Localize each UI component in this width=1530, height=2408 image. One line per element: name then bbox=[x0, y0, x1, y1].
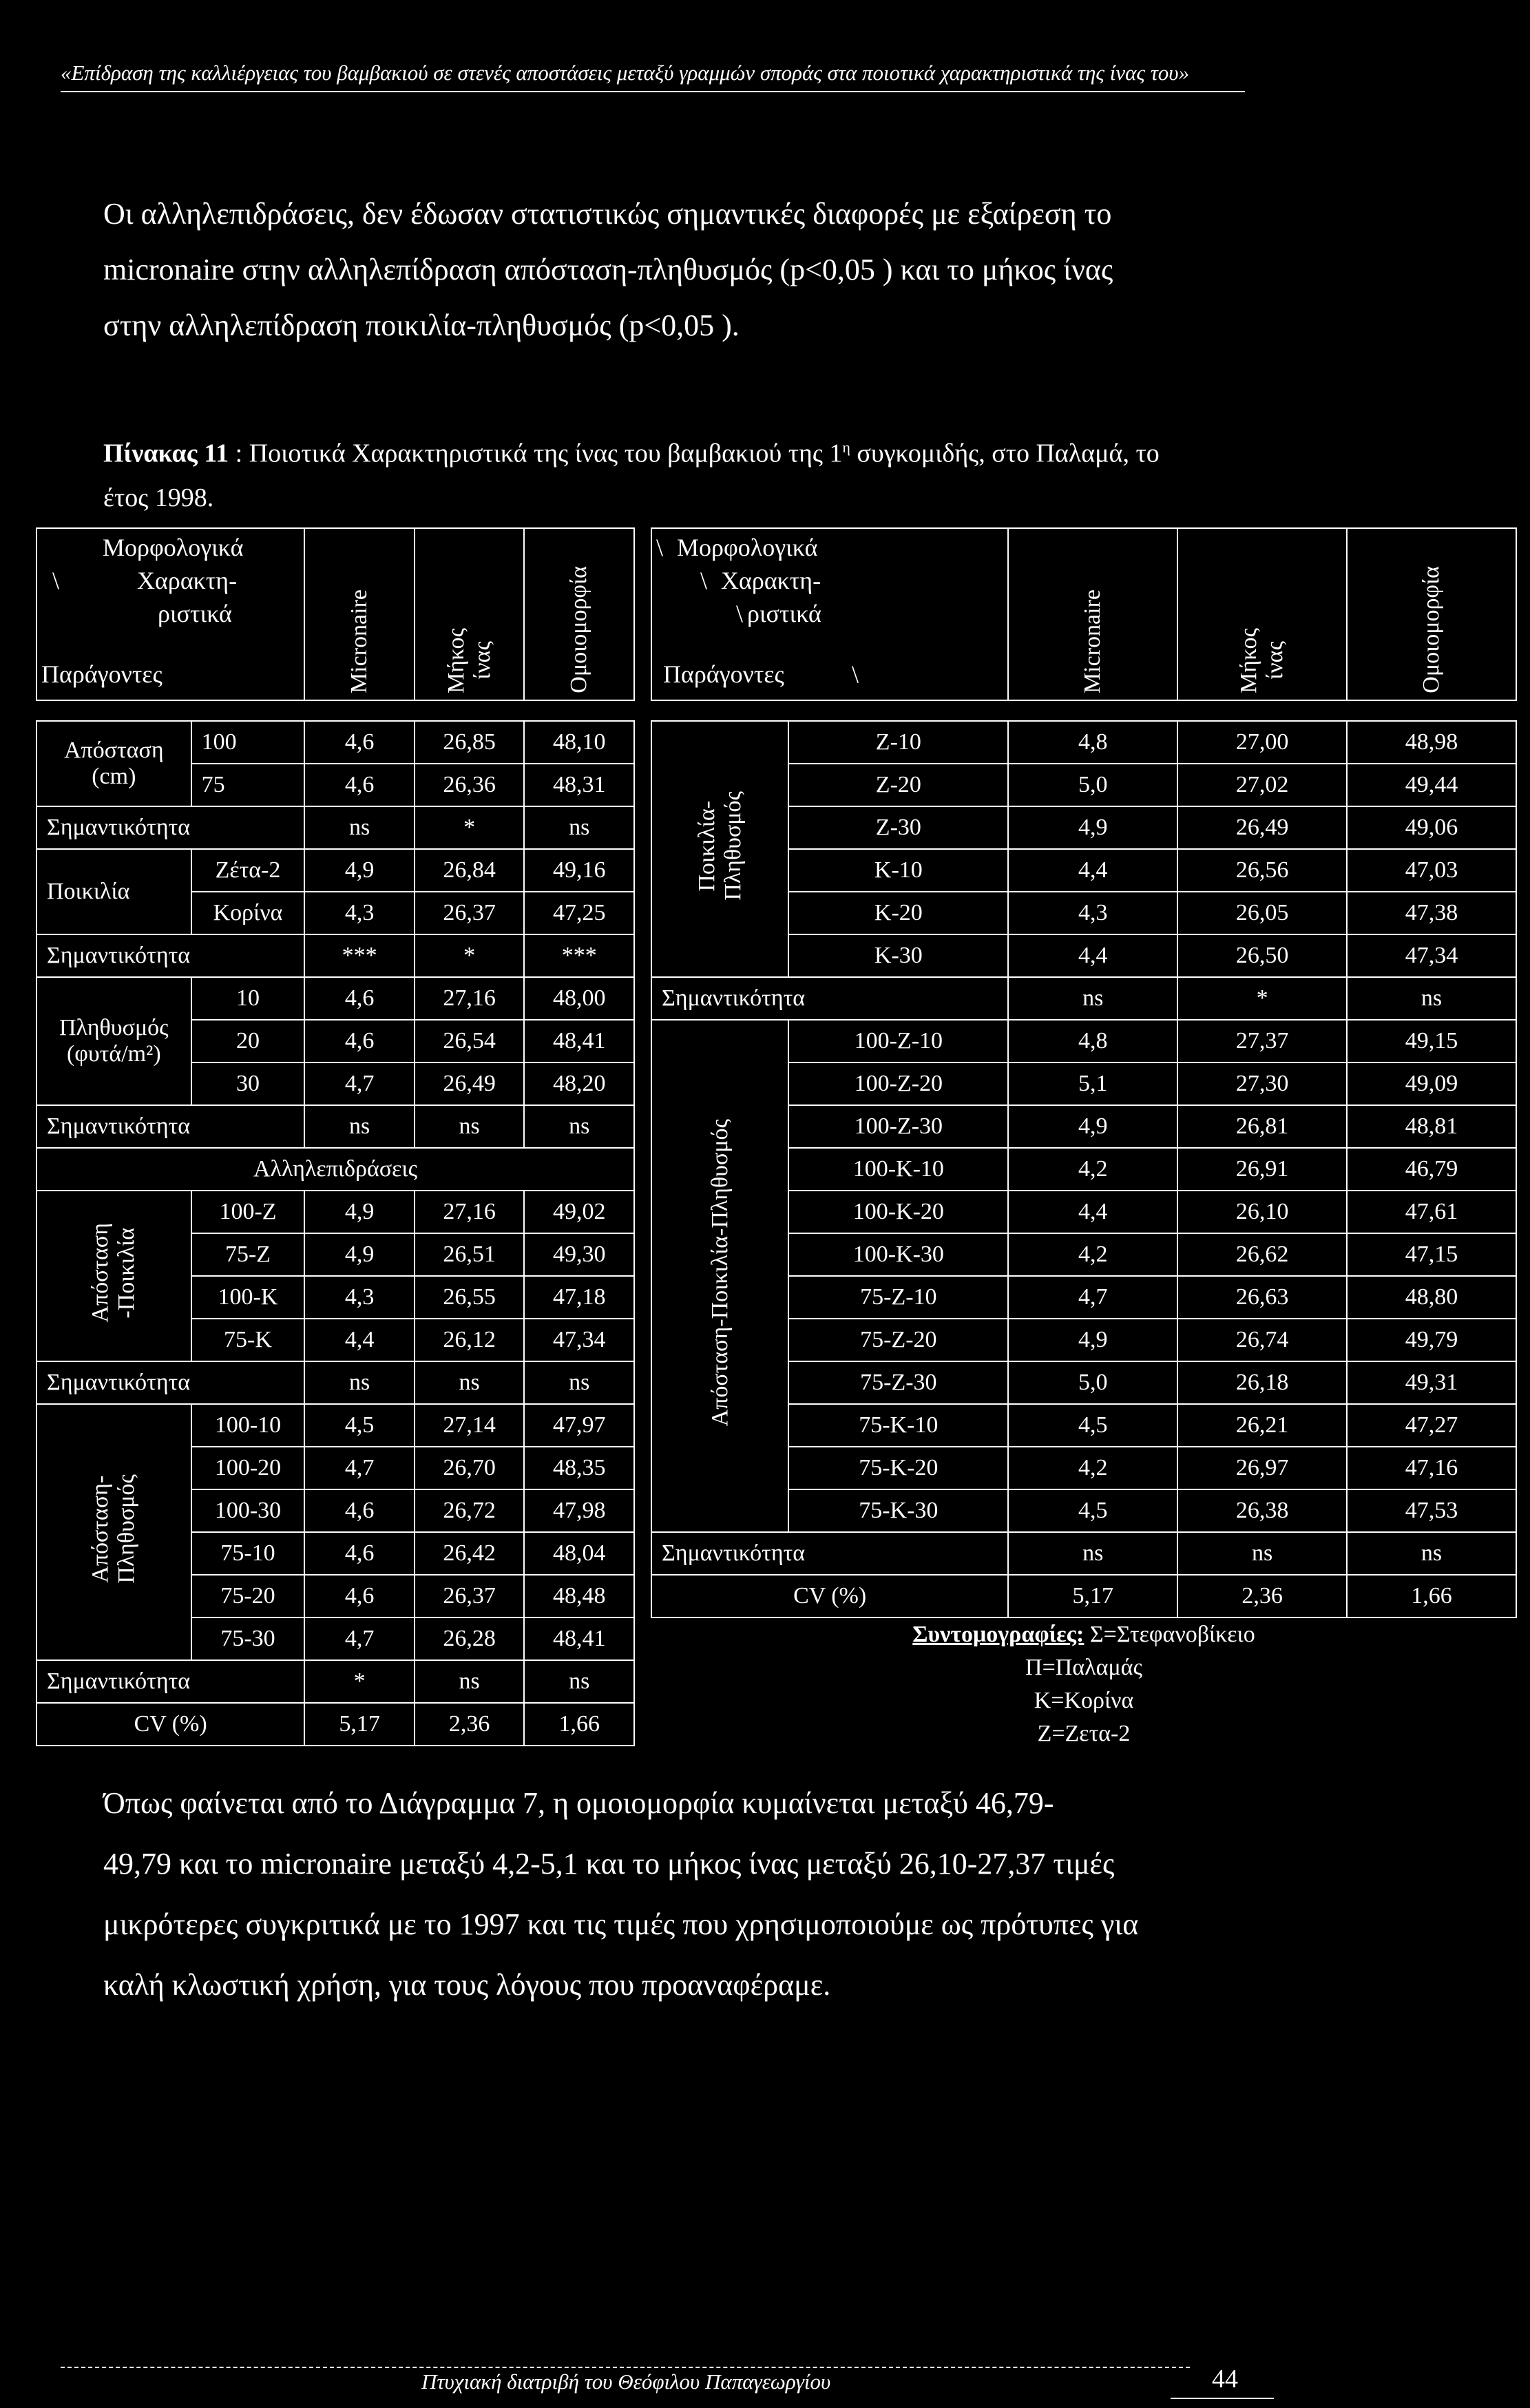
value-cell: 4,6 bbox=[304, 1489, 414, 1532]
value-cell: 26,81 bbox=[1177, 1105, 1347, 1148]
value-cell: 4,5 bbox=[1008, 1404, 1177, 1447]
value-cell: 26,28 bbox=[415, 1617, 525, 1660]
abbreviations-row bbox=[651, 1617, 1516, 1750]
value-cell: 26,62 bbox=[1177, 1233, 1347, 1276]
value-cell: 26,38 bbox=[1177, 1489, 1347, 1532]
significance-label: Σημαντικότητα bbox=[651, 977, 1008, 1020]
level-cell: 100-Ζ-20 bbox=[788, 1062, 1008, 1105]
corner-char: Χαρακτη- bbox=[137, 567, 238, 594]
value-cell: 5,0 bbox=[1008, 764, 1177, 806]
value-cell: 48,20 bbox=[524, 1062, 634, 1105]
value-cell: 4,6 bbox=[304, 764, 414, 806]
level-cell: 100 bbox=[191, 721, 305, 764]
value-cell: ns bbox=[1347, 977, 1516, 1020]
level-cell: 100-Ζ bbox=[191, 1191, 305, 1233]
value-cell: 26,84 bbox=[415, 849, 525, 892]
level-cell: Κ-30 bbox=[788, 934, 1008, 977]
value-cell: 49,79 bbox=[1347, 1319, 1516, 1361]
table-row bbox=[36, 1191, 634, 1233]
results-table-left bbox=[36, 527, 635, 1746]
col-header-uniformity: Ομοιομορφία bbox=[524, 528, 634, 700]
level-cell: 100-Ζ-10 bbox=[788, 1020, 1008, 1062]
level-cell: 75-Κ bbox=[191, 1319, 305, 1361]
value-cell: 4,6 bbox=[304, 721, 414, 764]
significance-label: Σημαντικότητα bbox=[36, 806, 304, 849]
table-row bbox=[651, 1020, 1516, 1062]
value-cell: 26,10 bbox=[1177, 1191, 1347, 1233]
value-cell: 27,14 bbox=[415, 1404, 525, 1447]
value-cell: 49,15 bbox=[1347, 1020, 1516, 1062]
value-cell: 27,00 bbox=[1177, 721, 1347, 764]
significance-row bbox=[36, 1105, 634, 1148]
factor-distance-density: Απόσταση- Πληθυσμός bbox=[36, 1404, 191, 1660]
value-cell: ns bbox=[524, 1660, 634, 1703]
level-cell: 75-Κ-10 bbox=[788, 1404, 1008, 1447]
value-cell: 47,98 bbox=[524, 1489, 634, 1532]
col-header-length: Μήκος ίνας bbox=[1177, 528, 1347, 700]
value-cell: 49,44 bbox=[1347, 764, 1516, 806]
value-cell: 26,56 bbox=[1177, 849, 1347, 892]
factor-distance-variety-density: Απόσταση-Ποικιλία-Πληθυσμός bbox=[651, 1020, 788, 1532]
value-cell: 47,53 bbox=[1347, 1489, 1516, 1532]
table-corner-header bbox=[651, 528, 1008, 700]
value-cell: ns bbox=[304, 1361, 414, 1404]
diagonal-mark: \ bbox=[52, 567, 60, 594]
value-cell: 48,41 bbox=[524, 1020, 634, 1062]
value-cell: 26,50 bbox=[1177, 934, 1347, 977]
table-corner-header bbox=[36, 528, 304, 700]
significance-label: Σημαντικότητα bbox=[36, 1361, 304, 1404]
intro-paragraph bbox=[103, 186, 1412, 353]
value-cell: 27,02 bbox=[1177, 764, 1347, 806]
value-cell: 27,37 bbox=[1177, 1020, 1347, 1062]
level-cell: 30 bbox=[191, 1062, 305, 1105]
corner-char: Χαρακτη- bbox=[721, 567, 821, 594]
value-cell: ns bbox=[1177, 1532, 1347, 1575]
value-cell: 4,2 bbox=[1008, 1148, 1177, 1191]
value-cell: 4,6 bbox=[304, 1575, 414, 1617]
value-cell: 48,00 bbox=[524, 977, 634, 1020]
table-row bbox=[36, 721, 634, 764]
conclusion-paragraph bbox=[103, 1773, 1412, 2016]
value-cell: 49,06 bbox=[1347, 806, 1516, 849]
value-cell: 4,9 bbox=[1008, 1105, 1177, 1148]
value-cell: 48,98 bbox=[1347, 721, 1516, 764]
value-cell: 47,34 bbox=[1347, 934, 1516, 977]
factor-variety-density: Ποικιλία- Πληθυσμός bbox=[651, 721, 788, 977]
value-cell: 49,30 bbox=[524, 1233, 634, 1276]
diagonal-mark: \ bbox=[852, 660, 859, 688]
corner-morph: Μορφολογικά bbox=[677, 534, 818, 561]
cv-label: CV (%) bbox=[651, 1575, 1008, 1617]
value-cell: ns bbox=[524, 1361, 634, 1404]
corner-factors: Παράγοντες bbox=[41, 660, 163, 688]
value-cell: 48,48 bbox=[524, 1575, 634, 1617]
value-cell: 47,03 bbox=[1347, 849, 1516, 892]
col-header-micronaire: Micronaire bbox=[1008, 528, 1177, 700]
cv-row bbox=[651, 1575, 1516, 1617]
significance-row bbox=[651, 1532, 1516, 1575]
value-cell: 47,38 bbox=[1347, 892, 1516, 934]
value-cell: 49,16 bbox=[524, 849, 634, 892]
value-cell: 27,16 bbox=[415, 1191, 525, 1233]
col-header-length: Μήκος ίνας bbox=[415, 528, 525, 700]
value-cell: 48,41 bbox=[524, 1617, 634, 1660]
value-cell: ns bbox=[415, 1361, 525, 1404]
level-cell: 100-30 bbox=[191, 1489, 305, 1532]
value-cell: 1,66 bbox=[1347, 1575, 1516, 1617]
significance-row bbox=[36, 1660, 634, 1703]
value-cell: 4,8 bbox=[1008, 1020, 1177, 1062]
value-cell: 49,09 bbox=[1347, 1062, 1516, 1105]
value-cell: 4,2 bbox=[1008, 1447, 1177, 1489]
level-cell: Κορίνα bbox=[191, 892, 305, 934]
value-cell: 47,97 bbox=[524, 1404, 634, 1447]
level-cell: 10 bbox=[191, 977, 305, 1020]
value-cell: 26,49 bbox=[415, 1062, 525, 1105]
significance-label: Σημαντικότητα bbox=[36, 1105, 304, 1148]
significance-row bbox=[651, 977, 1516, 1020]
col-header-micronaire: Micronaire bbox=[304, 528, 414, 700]
value-cell: 4,4 bbox=[1008, 849, 1177, 892]
level-cell: 75-Κ-30 bbox=[788, 1489, 1008, 1532]
value-cell: 4,7 bbox=[304, 1447, 414, 1489]
table-row bbox=[36, 1404, 634, 1447]
value-cell: ns bbox=[524, 1105, 634, 1148]
diagonal-mark: \ bbox=[736, 600, 744, 627]
caption-text: : Ποιοτικά Χαρακτηριστικά της ίνας του βαμβακιού της 1 bbox=[229, 439, 843, 468]
value-cell: 4,3 bbox=[304, 892, 414, 934]
value-cell: 4,7 bbox=[304, 1617, 414, 1660]
value-cell: 47,18 bbox=[524, 1276, 634, 1319]
diagonal-mark: \ bbox=[656, 534, 664, 561]
outro-line: μικρότερες συγκριτικά με το 1997 και τις τιμές που χρησιμοποιούμε ως πρότυπες για bbox=[103, 1907, 1139, 1941]
corner-char2: ριστικά bbox=[158, 600, 232, 627]
interactions-title: Αλληλεπιδράσεις bbox=[36, 1148, 634, 1191]
outro-line: καλή κλωστική χρήση, για τους λόγους που προαναφέραμε. bbox=[103, 1968, 831, 2002]
level-cell: 100-Κ-30 bbox=[788, 1233, 1008, 1276]
significance-row bbox=[36, 1361, 634, 1404]
value-cell: 26,70 bbox=[415, 1447, 525, 1489]
value-cell: ns bbox=[524, 806, 634, 849]
value-cell: 47,15 bbox=[1347, 1233, 1516, 1276]
value-cell: 26,72 bbox=[415, 1489, 525, 1532]
abbreviation-p: Π=Παλαμάς bbox=[1025, 1655, 1142, 1680]
value-cell: 4,9 bbox=[304, 1233, 414, 1276]
results-table-right bbox=[651, 527, 1517, 1750]
level-cell: 75-30 bbox=[191, 1617, 305, 1660]
value-cell: 26,91 bbox=[1177, 1148, 1347, 1191]
level-cell: 100-Κ-20 bbox=[788, 1191, 1008, 1233]
abbreviation-s: Σ=Στεφανοβίκειο bbox=[1089, 1622, 1255, 1647]
value-cell: 26,36 bbox=[415, 764, 525, 806]
value-cell: 1,66 bbox=[524, 1703, 634, 1746]
significance-row bbox=[36, 934, 634, 977]
level-cell: 75-10 bbox=[191, 1532, 305, 1575]
value-cell: * bbox=[415, 934, 525, 977]
value-cell: 26,18 bbox=[1177, 1361, 1347, 1404]
value-cell: *** bbox=[304, 934, 414, 977]
value-cell: 4,9 bbox=[304, 849, 414, 892]
table-row bbox=[36, 849, 634, 892]
value-cell: * bbox=[1177, 977, 1347, 1020]
value-cell: 48,35 bbox=[524, 1447, 634, 1489]
value-cell: 46,79 bbox=[1347, 1148, 1516, 1191]
cv-row bbox=[36, 1703, 634, 1746]
value-cell: ns bbox=[1008, 977, 1177, 1020]
significance-label: Σημαντικότητα bbox=[651, 1532, 1008, 1575]
value-cell: 4,2 bbox=[1008, 1233, 1177, 1276]
table-row bbox=[36, 977, 634, 1020]
factor-distance: Απόσταση (cm) bbox=[36, 721, 191, 806]
value-cell: 5,17 bbox=[1008, 1575, 1177, 1617]
page-number-underline bbox=[1171, 2398, 1274, 2399]
factor-distance-variety: Απόσταση -Ποικιλία bbox=[36, 1191, 191, 1361]
value-cell: 48,31 bbox=[524, 764, 634, 806]
level-cell: 100-Ζ-30 bbox=[788, 1105, 1008, 1148]
diagonal-mark: \ bbox=[700, 567, 708, 594]
level-cell: Ζ-20 bbox=[788, 764, 1008, 806]
abbreviations bbox=[651, 1617, 1516, 1750]
value-cell: 48,80 bbox=[1347, 1276, 1516, 1319]
value-cell: 27,30 bbox=[1177, 1062, 1347, 1105]
interactions-row bbox=[36, 1148, 634, 1191]
value-cell: ns bbox=[415, 1105, 525, 1148]
value-cell: 2,36 bbox=[415, 1703, 525, 1746]
level-cell: 75-Ζ bbox=[191, 1233, 305, 1276]
level-cell: Ζ-30 bbox=[788, 806, 1008, 849]
value-cell: ns bbox=[1008, 1532, 1177, 1575]
factor-density: Πληθυσμός (φυτά/m²) bbox=[36, 977, 191, 1105]
value-cell: 26,37 bbox=[415, 892, 525, 934]
spacer bbox=[36, 700, 634, 721]
level-cell: 75-20 bbox=[191, 1575, 305, 1617]
outro-line: 49,79 και το micronaire μεταξύ 4,2-5,1 και το μήκος ίνας μεταξύ 26,10-27,37 τιμές bbox=[103, 1847, 1115, 1881]
footer-text: Πτυχιακή διατριβή του Θεόφιλου Παπαγεωργίου bbox=[421, 2369, 831, 2394]
value-cell: ns bbox=[304, 1105, 414, 1148]
value-cell: 4,7 bbox=[304, 1062, 414, 1105]
value-cell: 26,97 bbox=[1177, 1447, 1347, 1489]
value-cell: 26,05 bbox=[1177, 892, 1347, 934]
level-cell: 75 bbox=[191, 764, 305, 806]
value-cell: 4,8 bbox=[1008, 721, 1177, 764]
level-cell: Ζ-10 bbox=[788, 721, 1008, 764]
value-cell: 2,36 bbox=[1177, 1575, 1347, 1617]
value-cell: 26,74 bbox=[1177, 1319, 1347, 1361]
level-cell: Κ-10 bbox=[788, 849, 1008, 892]
col-header-uniformity: Ομοιομορφία bbox=[1347, 528, 1516, 700]
value-cell: ns bbox=[304, 806, 414, 849]
abbreviation-k: Κ=Κορίνα bbox=[1034, 1688, 1134, 1713]
intro-line: στην αλληλεπίδραση ποικιλία-πληθυσμός (p<0,05 ). bbox=[103, 308, 740, 342]
level-cell: Ζέτα-2 bbox=[191, 849, 305, 892]
value-cell: 4,6 bbox=[304, 1532, 414, 1575]
abbreviations-title: Συντομογραφίες: bbox=[912, 1622, 1084, 1647]
value-cell: 26,21 bbox=[1177, 1404, 1347, 1447]
value-cell: 26,55 bbox=[415, 1276, 525, 1319]
value-cell: 26,51 bbox=[415, 1233, 525, 1276]
value-cell: 4,4 bbox=[1008, 934, 1177, 977]
value-cell: 48,10 bbox=[524, 721, 634, 764]
corner-morph: Μορφολογικά bbox=[103, 534, 244, 561]
value-cell: 5,0 bbox=[1008, 1361, 1177, 1404]
caption-label: Πίνακας 11 bbox=[103, 439, 229, 468]
level-cell: 100-Κ bbox=[191, 1276, 305, 1319]
footer-divider bbox=[61, 2367, 1190, 2368]
value-cell: 4,5 bbox=[304, 1404, 414, 1447]
value-cell: 4,4 bbox=[1008, 1191, 1177, 1233]
value-cell: 4,7 bbox=[1008, 1276, 1177, 1319]
value-cell: 4,9 bbox=[1008, 806, 1177, 849]
factor-variety: Ποικιλία bbox=[36, 849, 191, 934]
abbreviation-z: Ζ=Ζετα-2 bbox=[1037, 1721, 1131, 1746]
value-cell: 47,25 bbox=[524, 892, 634, 934]
cv-label: CV (%) bbox=[36, 1703, 304, 1746]
value-cell: * bbox=[415, 806, 525, 849]
caption-line2: έτος 1998. bbox=[103, 483, 214, 512]
level-cell: 75-Ζ-10 bbox=[788, 1276, 1008, 1319]
value-cell: 26,37 bbox=[415, 1575, 525, 1617]
corner-factors: Παράγοντες bbox=[663, 660, 784, 688]
value-cell: 47,27 bbox=[1347, 1404, 1516, 1447]
value-cell: 4,4 bbox=[304, 1319, 414, 1361]
value-cell: 47,61 bbox=[1347, 1191, 1516, 1233]
value-cell: 5,17 bbox=[304, 1703, 414, 1746]
value-cell: 26,54 bbox=[415, 1020, 525, 1062]
value-cell: 4,6 bbox=[304, 977, 414, 1020]
value-cell: 48,81 bbox=[1347, 1105, 1516, 1148]
level-cell: 100-10 bbox=[191, 1404, 305, 1447]
outro-line: Όπως φαίνεται από το Διάγραμμα 7, η ομοιομορφία κυμαίνεται μεταξύ 46,79- bbox=[103, 1786, 1054, 1820]
value-cell: *** bbox=[524, 934, 634, 977]
significance-label: Σημαντικότητα bbox=[36, 934, 304, 977]
page-number: 44 bbox=[1212, 2365, 1238, 2394]
value-cell: 4,3 bbox=[1008, 892, 1177, 934]
value-cell: 4,9 bbox=[304, 1191, 414, 1233]
value-cell: 26,12 bbox=[415, 1319, 525, 1361]
value-cell: 5,1 bbox=[1008, 1062, 1177, 1105]
value-cell: 27,16 bbox=[415, 977, 525, 1020]
level-cell: 100-20 bbox=[191, 1447, 305, 1489]
value-cell: 47,16 bbox=[1347, 1447, 1516, 1489]
value-cell: 4,9 bbox=[1008, 1319, 1177, 1361]
intro-line: Οι αλληλεπιδράσεις, δεν έδωσαν στατιστικώς σημαντικές διαφορές με εξαίρεση το bbox=[103, 197, 1112, 231]
value-cell: 26,63 bbox=[1177, 1276, 1347, 1319]
value-cell: 47,34 bbox=[524, 1319, 634, 1361]
level-cell: 20 bbox=[191, 1020, 305, 1062]
table-row bbox=[651, 721, 1516, 764]
value-cell: 26,85 bbox=[415, 721, 525, 764]
level-cell: 100-Κ-10 bbox=[788, 1148, 1008, 1191]
caption-sup: η bbox=[842, 439, 850, 456]
value-cell: * bbox=[304, 1660, 414, 1703]
level-cell: 75-Ζ-30 bbox=[788, 1361, 1008, 1404]
value-cell: 26,49 bbox=[1177, 806, 1347, 849]
intro-line: micronaire στην αλληλεπίδραση απόσταση-πληθυσμός (p<0,05 ) και το μήκος ίνας bbox=[103, 253, 1113, 286]
value-cell: 4,3 bbox=[304, 1276, 414, 1319]
caption-text: συγκομιδής, στο Παλαμά, το bbox=[850, 439, 1160, 468]
value-cell: ns bbox=[415, 1660, 525, 1703]
value-cell: 48,04 bbox=[524, 1532, 634, 1575]
corner-char2: ριστικά bbox=[747, 600, 821, 627]
value-cell: 49,02 bbox=[524, 1191, 634, 1233]
significance-row bbox=[36, 806, 634, 849]
significance-label: Σημαντικότητα bbox=[36, 1660, 304, 1703]
value-cell: 49,31 bbox=[1347, 1361, 1516, 1404]
value-cell: 26,42 bbox=[415, 1532, 525, 1575]
value-cell: ns bbox=[1347, 1532, 1516, 1575]
spacer bbox=[651, 700, 1516, 721]
value-cell: 4,5 bbox=[1008, 1489, 1177, 1532]
level-cell: Κ-20 bbox=[788, 892, 1008, 934]
value-cell: 4,6 bbox=[304, 1020, 414, 1062]
level-cell: 75-Ζ-20 bbox=[788, 1319, 1008, 1361]
level-cell: 75-Κ-20 bbox=[788, 1447, 1008, 1489]
table-caption bbox=[103, 426, 1412, 520]
running-header: «Επίδραση της καλλιέργειας του βαμβακιού σε στενές αποστάσεις μεταξύ γραμμών σποράς στα ποιοτικά χαρακτηριστικά της ίνας του» bbox=[61, 61, 1245, 92]
